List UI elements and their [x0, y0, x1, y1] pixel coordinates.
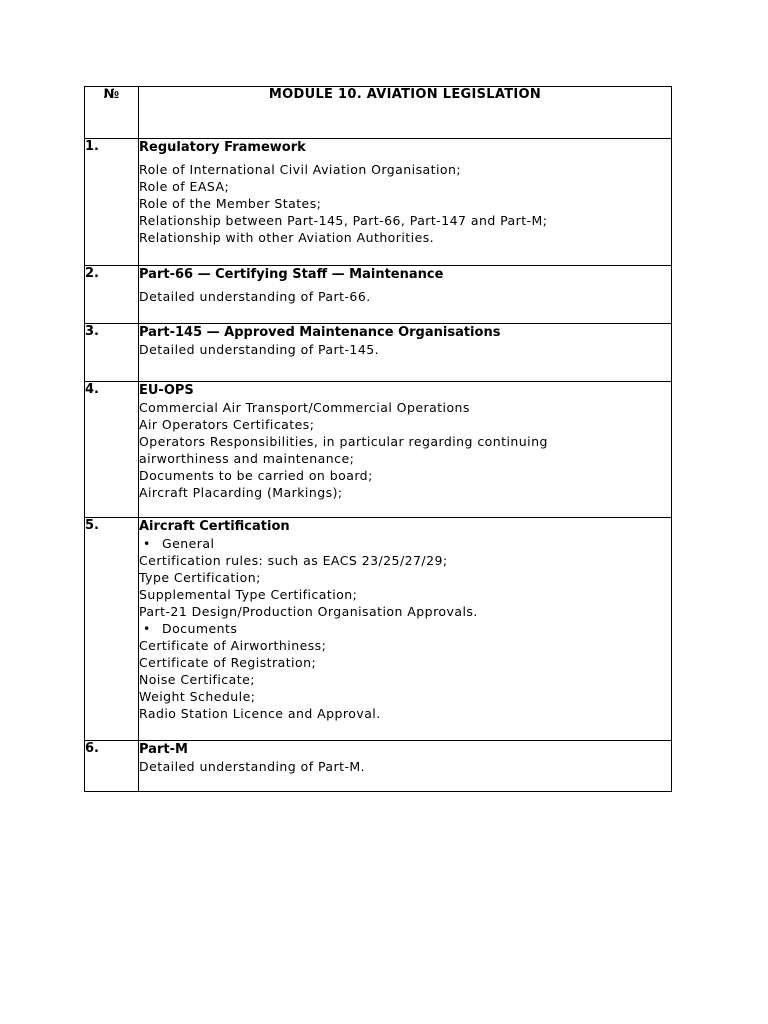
row-content — [139, 741, 672, 792]
row-number: 5. — [85, 518, 139, 741]
row-line: Commercial Air Transport/Commercial Operations — [139, 400, 470, 415]
bullet-icon: • — [143, 536, 151, 551]
row-line: airworthiness and maintenance; — [139, 451, 355, 466]
row-line: Detailed understanding of Part-145. — [139, 342, 380, 357]
bullet-label: General — [162, 536, 215, 551]
row-number: 2. — [85, 266, 139, 324]
row-line: Detailed understanding of Part-66. — [139, 289, 371, 304]
bullet-item-general — [139, 535, 671, 552]
row-line: Part-21 Design/Production Organisation Approvals. — [139, 604, 478, 619]
number-column-header: № — [85, 87, 139, 139]
row-number: 4. — [85, 382, 139, 518]
row-title: Part-66 — Certifying Staff — Maintenance — [139, 267, 444, 282]
row-line: Supplemental Type Certification; — [139, 587, 358, 602]
row-line: Noise Certificate; — [139, 672, 255, 687]
table-row — [85, 139, 672, 266]
table-row — [85, 382, 672, 518]
row-line: Detailed understanding of Part-M. — [139, 759, 366, 774]
row-line: Type Certification; — [139, 570, 261, 585]
bullet-label: Documents — [162, 621, 238, 636]
row-line: Relationship between Part-145, Part-66, Part-147 and Part-M; — [139, 213, 548, 228]
row-line: Certificate of Registration; — [139, 655, 317, 670]
table-row — [85, 518, 672, 741]
row-title: Part-145 — Approved Maintenance Organisations — [139, 325, 501, 340]
row-line: Role of International Civil Aviation Organisation; — [139, 162, 462, 177]
table-header-row — [85, 87, 672, 139]
row-number: 3. — [85, 324, 139, 382]
row-line: Certification rules: such as EACS 23/25/27/29; — [139, 553, 448, 568]
row-line: Operators Responsibilities, in particular regarding continuing — [139, 434, 548, 449]
bullet-icon: • — [143, 621, 151, 636]
row-title: Aircraft Certification — [139, 519, 290, 534]
table-row — [85, 324, 672, 382]
row-content — [139, 382, 672, 518]
row-line: Relationship with other Aviation Authorities. — [139, 230, 435, 245]
table-row — [85, 741, 672, 792]
row-line: Weight Schedule; — [139, 689, 256, 704]
row-number: 6. — [85, 741, 139, 792]
row-line: Air Operators Certificates; — [139, 417, 315, 432]
row-content — [139, 266, 672, 324]
module-title: MODULE 10. AVIATION LEGISLATION — [139, 87, 672, 139]
row-title: EU-OPS — [139, 383, 194, 398]
bullet-item-documents — [139, 620, 671, 637]
row-title: Part-M — [139, 742, 188, 757]
row-content — [139, 139, 672, 266]
row-number: 1. — [85, 139, 139, 266]
module-table — [84, 86, 672, 792]
table-row — [85, 266, 672, 324]
row-line: Aircraft Placarding (Markings); — [139, 485, 343, 500]
row-line: Role of the Member States; — [139, 196, 322, 211]
row-line: Documents to be carried on board; — [139, 468, 373, 483]
row-line: Radio Station Licence and Approval. — [139, 706, 381, 721]
row-title: Regulatory Framework — [139, 140, 306, 155]
row-content — [139, 324, 672, 382]
row-line: Role of EASA; — [139, 179, 230, 194]
row-line: Certificate of Airworthiness; — [139, 638, 327, 653]
row-content — [139, 518, 672, 741]
